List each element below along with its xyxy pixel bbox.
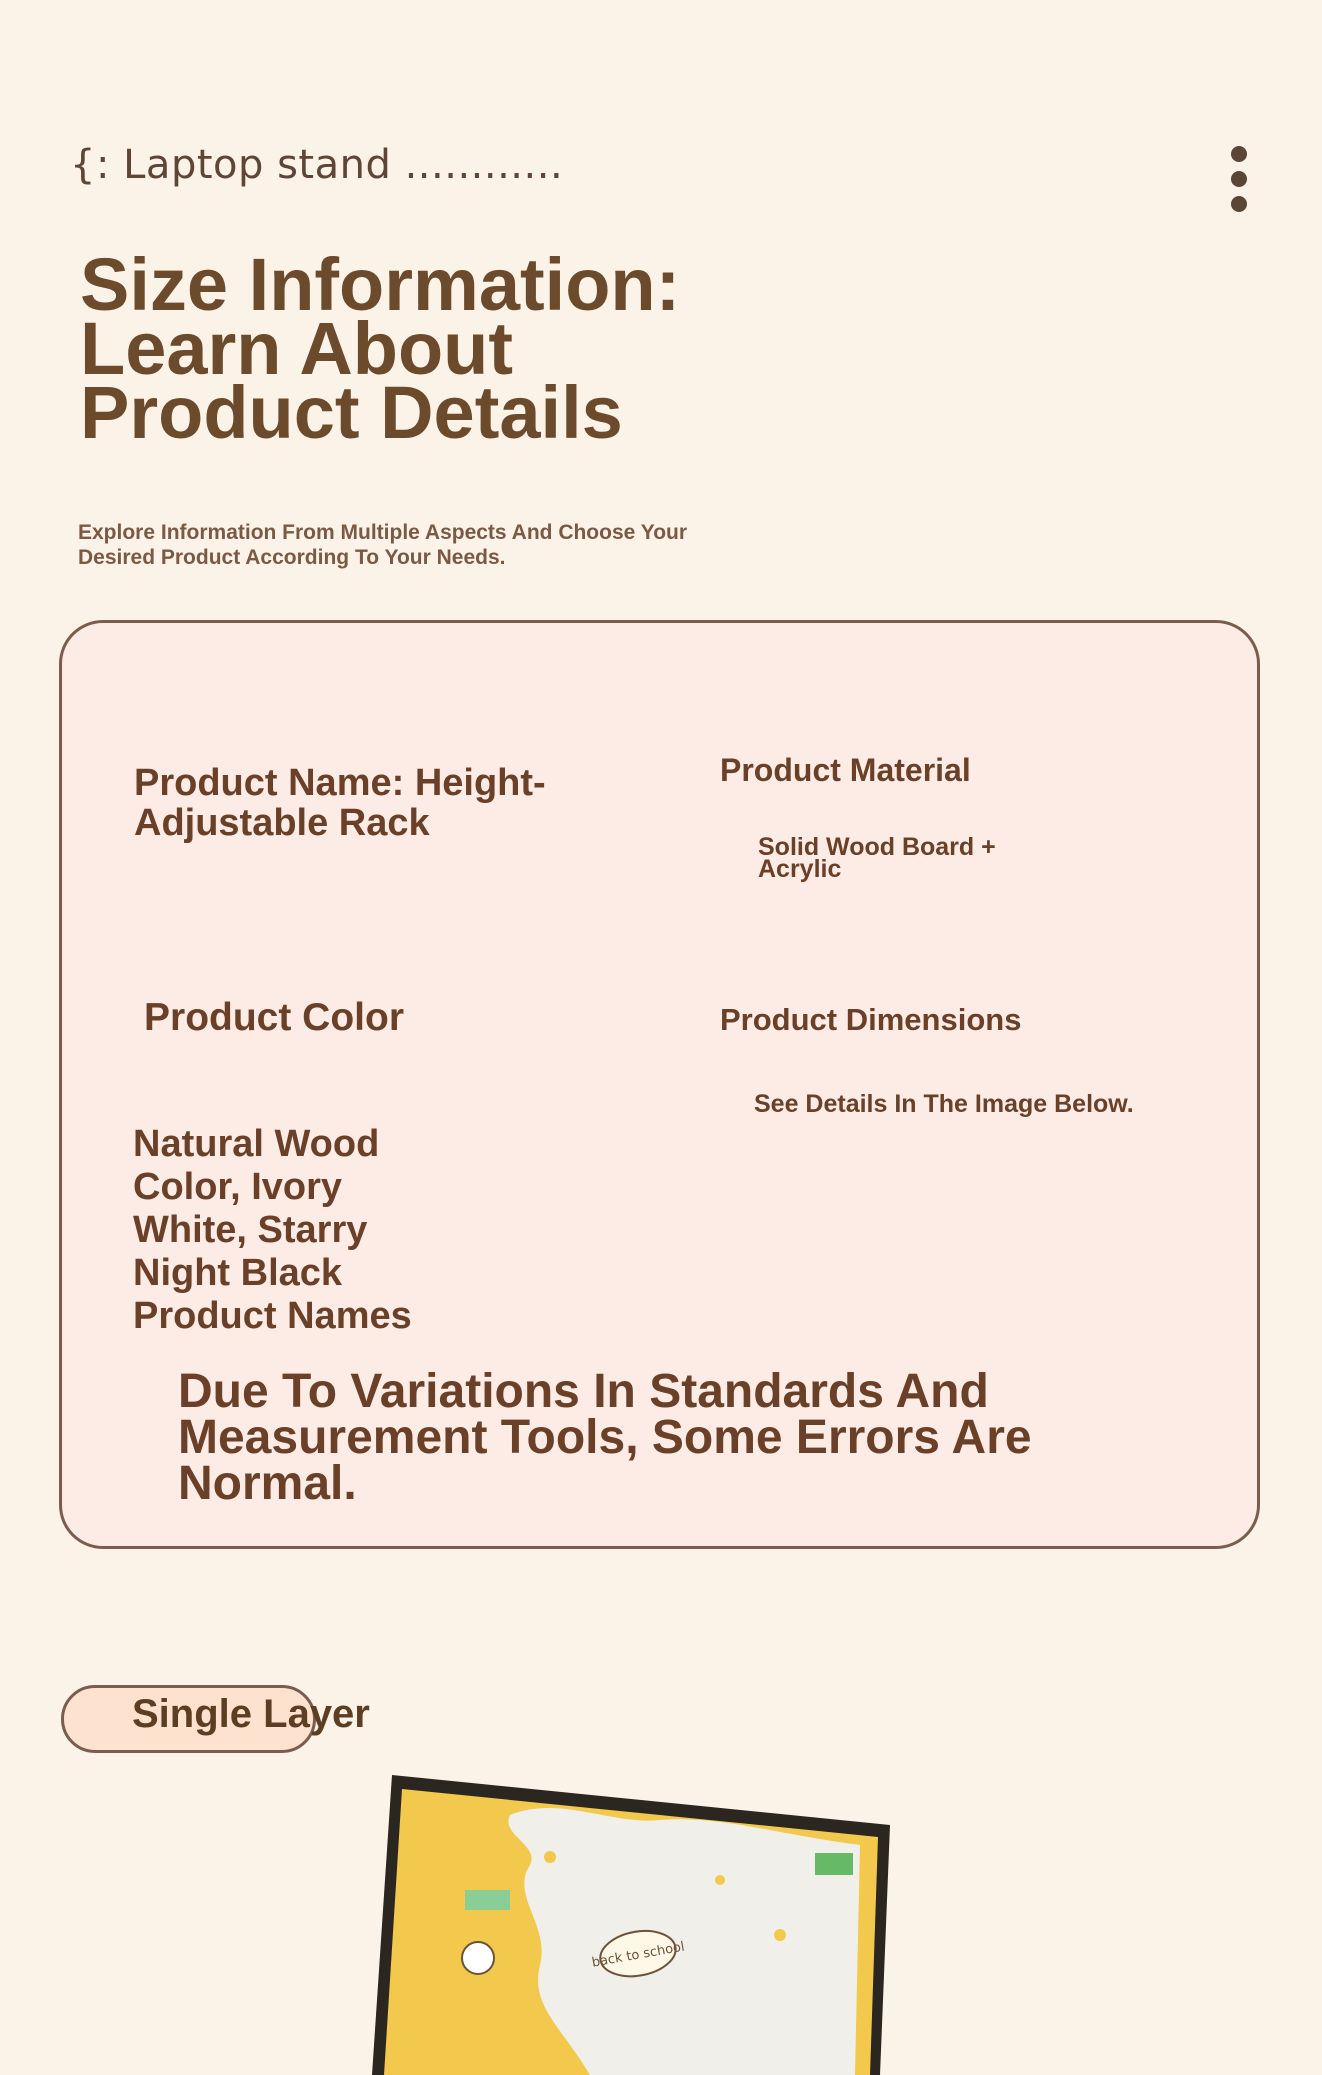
screen-widget <box>815 1853 853 1875</box>
color-label: Product Color <box>144 996 404 1039</box>
screen-doodle <box>544 1851 556 1863</box>
material-label: Product Material <box>720 752 971 788</box>
more-vertical-icon[interactable] <box>1226 146 1254 216</box>
dimensions-label: Product Dimensions <box>720 1002 1022 1037</box>
menu-dot <box>1231 171 1247 187</box>
material-value: Solid Wood Board + Acrylic <box>758 833 996 883</box>
page-subtitle: Explore Information From Multiple Aspects And Choose Your Desired Product According To Your Needs. <box>78 521 688 569</box>
app-title: {: Laptop stand ............ <box>70 142 564 188</box>
variant-label: Single Layer <box>132 1692 370 1736</box>
laptop-image <box>360 1775 910 2075</box>
screen-doodle <box>715 1875 725 1885</box>
menu-dot <box>1231 146 1247 162</box>
screen-doodle <box>462 1942 494 1974</box>
color-value: Natural Wood Color, Ivory White, Starry Night Black Product Names <box>133 1123 412 1337</box>
dimensions-value: See Details In The Image Below. <box>754 1090 1134 1118</box>
product-name: Product Name: Height-Adjustable Rack <box>134 762 546 844</box>
measurement-note: Due To Variations In Standards And Measurement Tools, Some Errors Are Normal. <box>178 1365 1032 1510</box>
screen-doodle <box>774 1929 786 1941</box>
menu-dot <box>1231 196 1247 212</box>
page-title: Size Information: Learn About Product Details <box>80 243 681 454</box>
sticker-text: back to school <box>590 1939 686 1971</box>
screen-widget <box>465 1890 510 1910</box>
